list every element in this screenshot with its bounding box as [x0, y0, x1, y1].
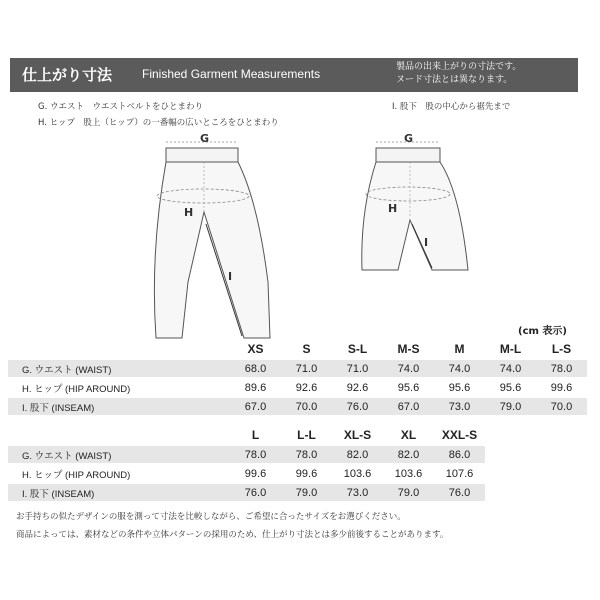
table-cell: 67.0 [383, 398, 434, 415]
table-cell: 78.0 [230, 446, 281, 463]
table-cell: 78.0 [281, 446, 332, 463]
row-label: H. ヒップ (HIP AROUND) [22, 383, 131, 395]
unit-label: (cm 表示) [518, 326, 567, 337]
table2-corner [8, 426, 230, 444]
cropped-pants-body [362, 162, 468, 270]
row-label: I. 股下 (INSEAM) [8, 484, 230, 501]
table1-size-header: XS [247, 342, 264, 356]
table-cell: 70.0 [536, 398, 587, 415]
table-cell: 71.0 [332, 360, 383, 377]
table-cell: 67.0 [230, 398, 281, 415]
table-cell: 82.0 [332, 446, 383, 463]
table-cell: 92.6 [295, 381, 318, 394]
table2-size-header: XL [400, 428, 417, 442]
table-cell: 74.0 [434, 360, 485, 377]
cropped-pants-label-h: H [388, 202, 398, 215]
title-jp: 仕上がり寸法 [22, 66, 113, 84]
table-cell: 76.0 [332, 398, 383, 415]
desc-waist: G. ウエスト ウエストベルトをひとまわり [38, 102, 203, 112]
table-cell: 99.6 [550, 381, 573, 394]
table-cell: 99.6 [295, 467, 318, 480]
cropped-pants-diagram [358, 132, 478, 282]
table1-header-row [8, 340, 587, 358]
cropped-pants-waistband [376, 148, 440, 162]
table-cell: 76.0 [434, 484, 485, 501]
long-pants-diagram [128, 132, 288, 342]
table2-size-header: XL-S [343, 428, 372, 442]
table2-row-hip [8, 465, 485, 482]
table-cell: 73.0 [434, 398, 485, 415]
table-cell: 79.0 [281, 484, 332, 501]
cropped-pants-label-g: G [404, 132, 414, 145]
table-cell: 68.0 [230, 360, 281, 377]
table2-size-header: L [251, 428, 260, 442]
table1-size-header: M-L [499, 342, 522, 356]
title-en: Finished Garment Measurements [142, 67, 321, 81]
long-pants-label-g: G [200, 132, 210, 145]
header-note-line2: ヌード寸法とは異なります。 [396, 75, 513, 85]
table-cell: 86.0 [434, 446, 485, 463]
table2-row-waist [8, 446, 485, 463]
long-pants-waistband [166, 148, 238, 162]
title-banner [10, 58, 578, 92]
size-table-2 [8, 424, 485, 503]
table1-size-header: S [302, 342, 311, 356]
table1-row-hip [8, 379, 587, 396]
table-cell: 95.6 [397, 381, 420, 394]
desc-inseam: I. 股下 股の中心から裾先まで [392, 102, 511, 112]
table-cell: 79.0 [485, 398, 536, 415]
long-pants-label-h: H [184, 206, 194, 219]
table-cell: 79.0 [383, 484, 434, 501]
table1-row-waist [8, 360, 587, 377]
row-label: G. ウエスト (WAIST) [8, 446, 230, 463]
table2-size-header: L-L [297, 428, 316, 442]
table-cell: 99.6 [244, 467, 267, 480]
table-cell: 74.0 [383, 360, 434, 377]
table2-row-inseam [8, 484, 485, 501]
table-cell: 74.0 [485, 360, 536, 377]
table-cell: 78.0 [536, 360, 587, 377]
table1-size-header: S-L [347, 342, 368, 356]
table1-row-inseam [8, 398, 587, 415]
size-table-1 [8, 338, 587, 417]
row-label: I. 股下 (INSEAM) [8, 398, 230, 415]
table-cell: 89.6 [244, 381, 267, 394]
table-cell: 76.0 [230, 484, 281, 501]
table1-size-header: M [454, 342, 465, 356]
table-cell: 95.6 [499, 381, 522, 394]
table-cell: 70.0 [281, 398, 332, 415]
table1-size-header: L-S [551, 342, 572, 356]
table2-header-row [8, 426, 485, 444]
table1-size-header: M-S [397, 342, 420, 356]
table-cell: 92.6 [346, 381, 369, 394]
header-note-line1: 製品の出来上がりの寸法です。 [396, 62, 522, 72]
desc-hip: H. ヒップ 股上（ヒップ）の一番幅の広いところをひとまわり [38, 118, 279, 128]
table-cell: 95.6 [448, 381, 471, 394]
long-pants-body [154, 162, 270, 338]
table-cell: 103.6 [343, 467, 372, 480]
footer-note-line2: 商品によっては、素材などの条件や立体パターンの採用のため、仕上がり寸法とは多少前後することがあります。 [16, 530, 449, 540]
row-label: G. ウエスト (WAIST) [8, 360, 230, 377]
header-note [396, 61, 521, 87]
table-cell: 82.0 [383, 446, 434, 463]
table-cell: 107.6 [445, 467, 474, 480]
footer-note-line1: お手持ちの似たデザインの服を測って寸法を比較しながら、ご希望に合ったサイズをお選びください。 [16, 512, 406, 522]
cropped-pants-label-i: I [424, 236, 429, 249]
row-label: H. ヒップ (HIP AROUND) [22, 469, 131, 481]
long-pants-label-i: I [228, 270, 233, 283]
table-cell: 103.6 [394, 467, 423, 480]
table-cell: 71.0 [281, 360, 332, 377]
table-cell: 73.0 [332, 484, 383, 501]
table2-size-header: XXL-S [441, 428, 478, 442]
table1-corner [8, 340, 230, 358]
